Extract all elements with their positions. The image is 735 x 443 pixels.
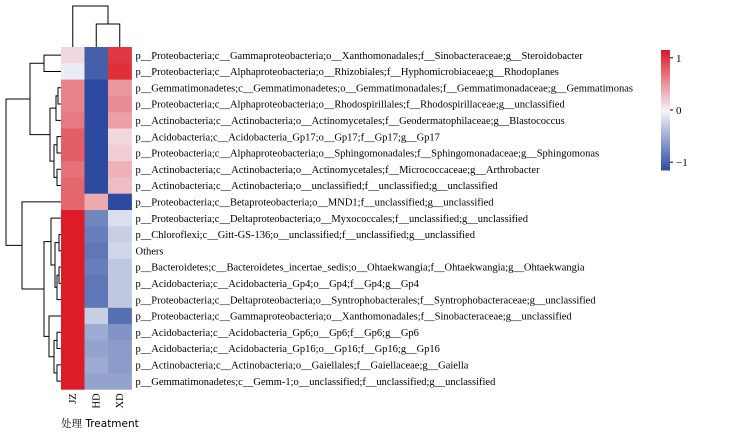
row-labels <box>136 51 633 388</box>
column-label: XD <box>115 393 127 409</box>
heatmap-cell <box>85 112 109 129</box>
heatmap-cell <box>85 373 109 390</box>
row-label: p__Acidobacteria;c__Acidobacteria_Gp4;o__Gp4;f__Gp4;g__Gp4 <box>135 278 419 290</box>
heatmap-cell <box>108 226 132 243</box>
heatmap-cell <box>61 226 85 243</box>
row-dendrogram-branch <box>44 55 61 71</box>
heatmap-cell <box>61 357 85 374</box>
heatmap-cell <box>61 145 85 162</box>
row-label: p__Acidobacteria;c__Acidobacteria_Gp16;o__Gp16;f__Gp16;g__Gp16 <box>135 344 440 356</box>
heatmap-cell <box>108 194 132 211</box>
heatmap-cell <box>61 243 85 260</box>
row-dendrogram-branch <box>57 365 61 381</box>
heatmap-cell <box>61 177 85 194</box>
x-axis-title: 处理 Treatment <box>61 418 139 430</box>
heatmap-cell <box>61 96 85 113</box>
row-label: p__Gemmatimonadetes;c__Gemm-1;o__unclassified;f__unclassified;g__unclassified <box>135 376 496 388</box>
heatmap-cell <box>85 129 109 146</box>
colorbar-segment <box>661 168 670 171</box>
heatmap-cell <box>61 275 85 292</box>
heatmap-cell <box>108 243 132 260</box>
heatmap-cell <box>85 177 109 194</box>
heatmap-cell <box>85 308 109 325</box>
heatmap-cell <box>85 63 109 80</box>
heatmap-cell <box>85 80 109 97</box>
row-label: p__Actinobacteria;c__Actinobacteria;o__Gaiellales;f__Gaiellaceae;g__Gaiella <box>135 360 469 372</box>
row-label: p__Acidobacteria;c__Acidobacteria_Gp17;o__Gp17;f__Gp17;g__Gp17 <box>135 132 440 144</box>
heatmap-cell <box>61 129 85 146</box>
row-label: p__Gemmatimonadetes;c__Gemmatimonadetes;o__Gemmatimonadales;f__Gemmatimonadaceae;g__Gemmatimonas <box>135 83 633 95</box>
column-labels <box>68 393 126 409</box>
heatmap-cell <box>61 340 85 357</box>
row-label: p__Proteobacteria;c__Alphaproteobacteria;o__Sphingomonadales;f__Sphingomonadaceae;g__Sphingomonas <box>135 148 600 160</box>
row-dendrogram-branch <box>58 88 61 104</box>
row-label: p__Acidobacteria;c__Acidobacteria_Gp6;o__Gp6;f__Gp6;g__Gp6 <box>135 327 419 339</box>
heatmap-cell <box>85 47 109 64</box>
column-label: HD <box>91 393 103 409</box>
row-dendrogram-branch <box>57 169 61 185</box>
row-dendrogram-branch <box>30 63 50 134</box>
row-label: p__Proteobacteria;c__Alphaproteobacteria;o__Rhizobiales;f__Hyphomicrobiaceae;g__Rhodoplanes <box>135 67 559 79</box>
heatmap-cell <box>85 161 109 178</box>
heatmap-cell <box>108 63 132 80</box>
heatmap-cell <box>85 96 109 113</box>
column-label: JZ <box>68 393 80 404</box>
row-label: Others <box>135 246 164 258</box>
heatmap-cell <box>61 194 85 211</box>
heatmap-cell <box>85 324 109 341</box>
row-dendrogram <box>6 55 61 381</box>
colorbar-tick-label: −1 <box>676 157 688 170</box>
column-dendrogram-branch <box>96 24 120 47</box>
heatmap-cell <box>108 161 132 178</box>
heatmap-cell <box>85 292 109 309</box>
row-dendrogram-branch <box>6 99 30 245</box>
column-dendrogram <box>73 6 120 47</box>
colorbar-tick-label: 1 <box>676 52 682 65</box>
heatmap-cell <box>61 373 85 390</box>
heatmap-cell <box>108 373 132 390</box>
heatmap-cell <box>85 243 109 260</box>
heatmap-cell <box>61 259 85 276</box>
heatmap-cell <box>108 96 132 113</box>
row-label: p__Proteobacteria;c__Deltaproteobacteria;o__Syntrophobacterales;f__Syntrophobacteraceae;g__unclassified <box>135 295 596 307</box>
row-dendrogram-branch <box>50 108 56 161</box>
heatmap-cell <box>61 80 85 97</box>
heatmap-cell <box>108 47 132 64</box>
heatmap-cell <box>108 145 132 162</box>
heatmap-cell <box>85 194 109 211</box>
heatmap-cell <box>108 357 132 374</box>
row-label: p__Proteobacteria;c__Alphaproteobacteria;o__Rhodospirillales;f__Rhodospirillaceae;g__unclassified <box>135 99 565 111</box>
heatmap-cells <box>61 47 132 390</box>
heatmap-cell <box>61 47 85 64</box>
heatmap-cell <box>61 210 85 227</box>
heatmap-cell <box>108 177 132 194</box>
row-dendrogram-branch <box>49 316 61 357</box>
heatmap-cell <box>61 324 85 341</box>
row-label: p__Bacteroidetes;c__Bacteroidetes_incertae_sedis;o__Ohtaekwangia;f__Ohtaekwangia;g__Ohtaekwangia <box>135 262 585 274</box>
row-dendrogram-branch <box>44 242 51 337</box>
heatmap-cell <box>61 161 85 178</box>
row-label: p__Proteobacteria;c__Gammaproteobacteria;o__Xanthomonadales;f__Sinobacteraceae;g__Steroidobacter <box>135 50 583 62</box>
heatmap-cell <box>85 340 109 357</box>
heatmap-cell <box>85 145 109 162</box>
heatmap-cell <box>108 324 132 341</box>
heatmap-cell <box>108 112 132 129</box>
heatmap-cell <box>108 80 132 97</box>
heatmap-cell <box>61 112 85 129</box>
heatmap-cell <box>85 210 109 227</box>
heatmap-cell <box>85 275 109 292</box>
row-dendrogram-branch <box>57 137 61 153</box>
heatmap-cell <box>108 292 132 309</box>
row-label: p__Actinobacteria;c__Actinobacteria;o__unclassified;f__unclassified;g__unclassified <box>135 181 498 193</box>
heatmap-cell <box>61 292 85 309</box>
heatmap-cell <box>108 340 132 357</box>
heatmap-cell <box>61 308 85 325</box>
heatmap-cell <box>85 226 109 243</box>
row-label: p__Proteobacteria;c__Betaproteobacteria;o__MND1;f__unclassified;g__unclassified <box>135 197 494 209</box>
heatmap-cell <box>108 259 132 276</box>
row-dendrogram-branch <box>57 332 61 348</box>
heatmap-cell <box>108 210 132 227</box>
row-label: p__Proteobacteria;c__Deltaproteobacteria;o__Myxococcales;f__unclassified;g__unclassified <box>135 213 528 225</box>
column-dendrogram-branch <box>73 6 108 47</box>
row-label: p__Actinobacteria;c__Actinobacteria;o__Actinomycetales;f__Micrococcaceae;g__Arthrobacter <box>135 164 540 176</box>
row-label: p__Chloroflexi;c__Gitt-GS-136;o__unclassified;f__unclassified;g__unclassified <box>135 230 475 242</box>
heatmap-cell <box>61 63 85 80</box>
heatmap-cell <box>108 275 132 292</box>
row-label: p__Proteobacteria;c__Gammaproteobacteria;o__Xanthomonadales;f__Sinobacteraceae;g__unclassified <box>135 311 572 323</box>
colorbar-tick-label: 0 <box>676 105 682 117</box>
row-label: p__Actinobacteria;c__Actinobacteria;o__Actinomycetales;f__Geodermatophilaceae;g__Blastococcus <box>135 115 565 127</box>
heatmap-cell <box>108 308 132 325</box>
heatmap-cell <box>85 259 109 276</box>
heatmap-cell <box>108 129 132 146</box>
row-dendrogram-branch <box>59 234 61 250</box>
row-dendrogram-branch <box>59 267 61 283</box>
colorbar <box>661 50 688 171</box>
heatmap-cell <box>85 357 109 374</box>
